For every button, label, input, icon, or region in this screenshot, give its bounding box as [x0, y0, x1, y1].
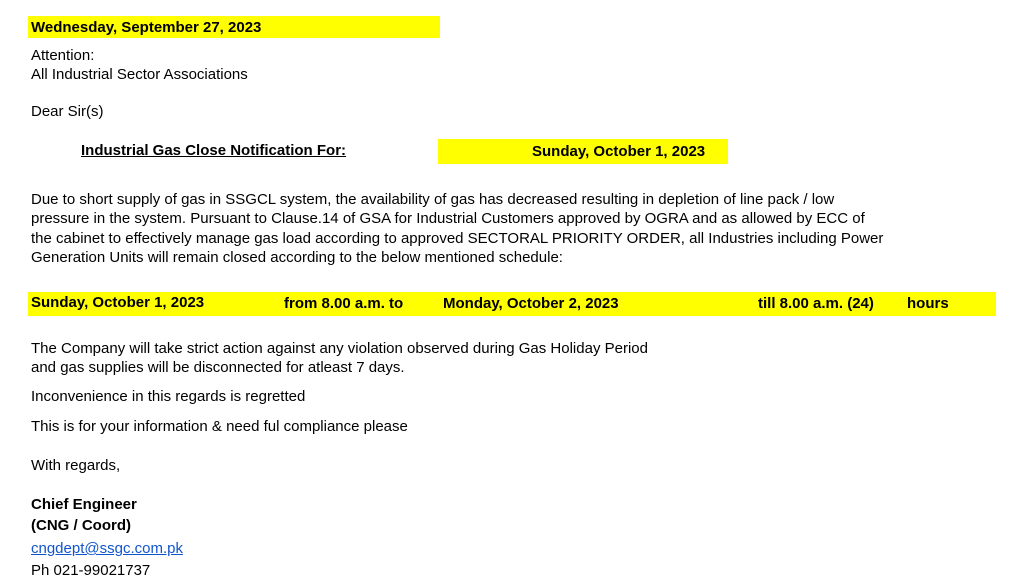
signature-email-link[interactable]: cngdept@ssgc.com.pk: [31, 540, 183, 557]
body-line-1: Due to short supply of gas in SSGCL system, the availability of gas has decreased resulting in depletion of line pack / low: [31, 191, 835, 208]
warning-line-1: The Company will take strict action against any violation observed during Gas Holiday Period: [31, 340, 648, 357]
schedule-hours: hours: [907, 295, 949, 312]
body-line-4: Generation Units will remain closed according to the below mentioned schedule:: [31, 249, 563, 266]
attention-recipient: All Industrial Sector Associations: [31, 66, 248, 83]
closing: With regards,: [31, 457, 121, 474]
letter-date: Wednesday, September 27, 2023: [31, 19, 262, 36]
signature-dept: (CNG / Coord): [31, 517, 131, 534]
regret-note: Inconvenience in this regards is regretted: [31, 388, 306, 405]
body-line-2: pressure in the system. Pursuant to Clause.14 of GSA for Industrial Customers approved by OGRA and as allowed by ECC of: [31, 210, 865, 227]
compliance-note: This is for your information & need ful compliance please: [31, 418, 408, 435]
salutation: Dear Sir(s): [31, 103, 104, 120]
schedule-till-time: till 8.00 a.m. (24): [758, 295, 874, 312]
schedule-start-date: Sunday, October 1, 2023: [31, 294, 205, 311]
signature-phone: Ph 021-99021737: [31, 562, 151, 579]
notification-date: Sunday, October 1, 2023: [532, 143, 706, 160]
schedule-end-date: Monday, October 2, 2023: [443, 295, 619, 312]
warning-line-2: and gas supplies will be disconnected for atleast 7 days.: [31, 359, 405, 376]
notification-title: Industrial Gas Close Notification For:: [81, 142, 347, 159]
schedule-from-time: from 8.00 a.m. to: [284, 295, 404, 312]
signature-title: Chief Engineer: [31, 496, 137, 513]
attention-label: Attention:: [31, 47, 95, 64]
body-line-3: the cabinet to effectively manage gas load according to approved SECTORAL PRIORITY ORDER, all Industries including Power: [31, 230, 884, 247]
